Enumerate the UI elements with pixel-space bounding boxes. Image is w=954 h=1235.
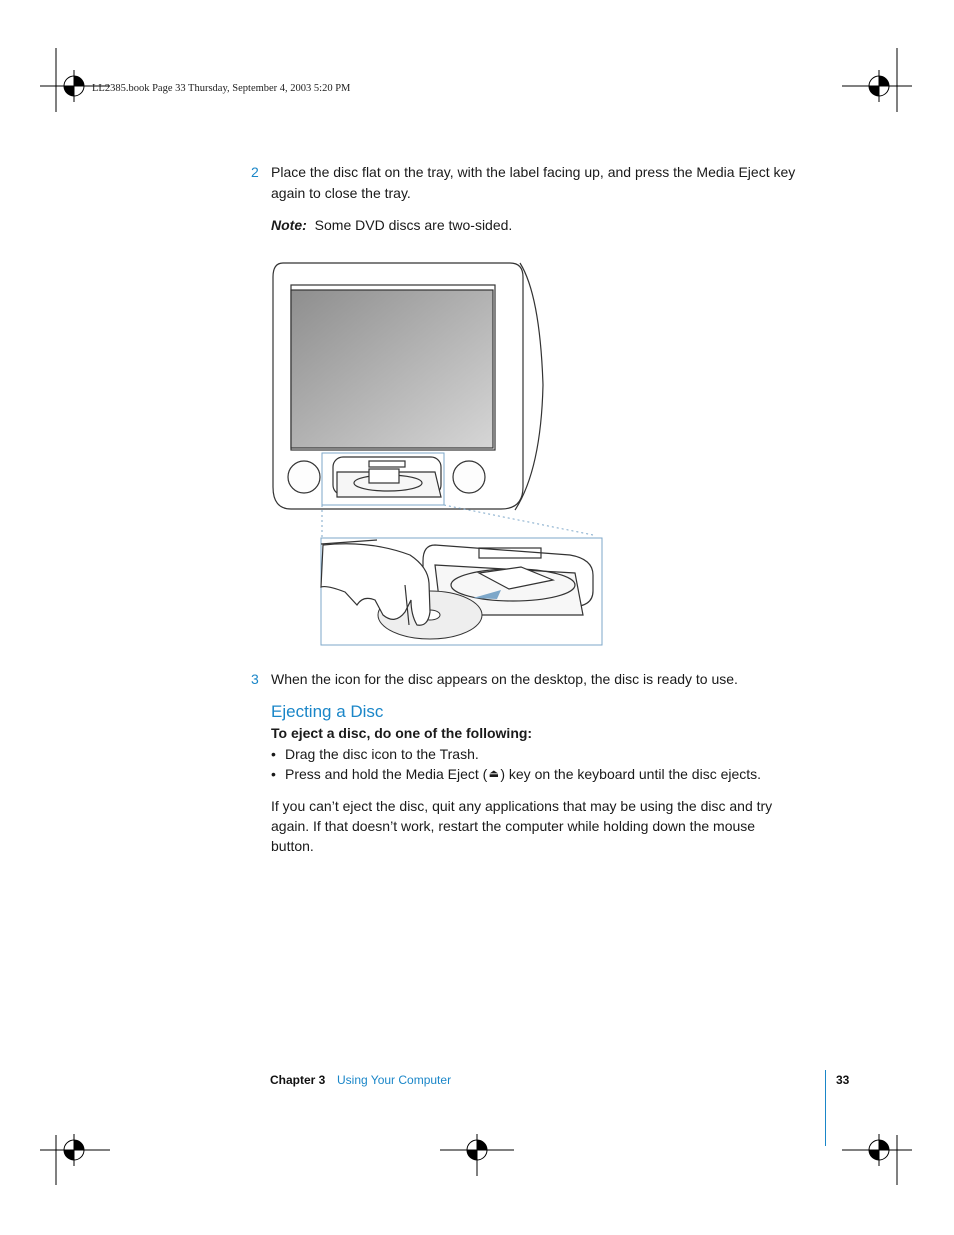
page-number: 33 bbox=[836, 1073, 850, 1087]
bullet-list bbox=[271, 744, 831, 784]
footer-divider bbox=[825, 1070, 826, 1146]
paragraph-line-1: If you can’t eject the disc, quit any applications that may be using the disc and try bbox=[271, 798, 773, 814]
emac-computer-icon bbox=[273, 263, 543, 510]
bullet-text: Drag the disc icon to the Trash. bbox=[285, 746, 479, 762]
bullet-text-before: Press and hold the Media Eject ( bbox=[285, 766, 488, 782]
section-heading: Ejecting a Disc bbox=[271, 702, 384, 721]
bullet-text-after: ) key on the keyboard until the disc ejects. bbox=[500, 766, 762, 782]
step-2-number: 2 bbox=[251, 164, 259, 180]
bullet-icon: • bbox=[271, 766, 276, 782]
section-lead: To eject a disc, do one of the following: bbox=[271, 725, 533, 741]
bullet-icon: • bbox=[271, 746, 276, 762]
step-3-number: 3 bbox=[251, 671, 259, 687]
eject-icon: ⏏ bbox=[488, 768, 500, 780]
paragraph-line-2: again. If that doesn’t work, restart the computer while holding down the mouse bbox=[271, 818, 756, 834]
step-3-text: When the icon for the disc appears on the desktop, the disc is ready to use. bbox=[271, 671, 738, 687]
paragraph-line-3: button. bbox=[271, 838, 314, 854]
list-item bbox=[271, 764, 831, 784]
list-item bbox=[271, 744, 831, 764]
note-text: Some DVD discs are two-sided. bbox=[314, 217, 513, 233]
footer-chapter: Chapter 3 bbox=[270, 1073, 326, 1087]
note-label: Note: bbox=[271, 217, 307, 233]
note bbox=[271, 215, 512, 236]
footer-chapter-title: Using Your Computer bbox=[337, 1073, 452, 1087]
print-slug: LL2385.book Page 33 Thursday, September 4, 2003 5:20 PM bbox=[92, 83, 351, 94]
disc-tray-illustration bbox=[265, 255, 610, 650]
step-2-text bbox=[271, 162, 831, 204]
troubleshoot-paragraph bbox=[271, 796, 772, 856]
step-2-line-2: again to close the tray. bbox=[271, 185, 411, 201]
step-2-line-1: Place the disc flat on the tray, with the label facing up, and press the Media Eject key bbox=[271, 164, 796, 180]
